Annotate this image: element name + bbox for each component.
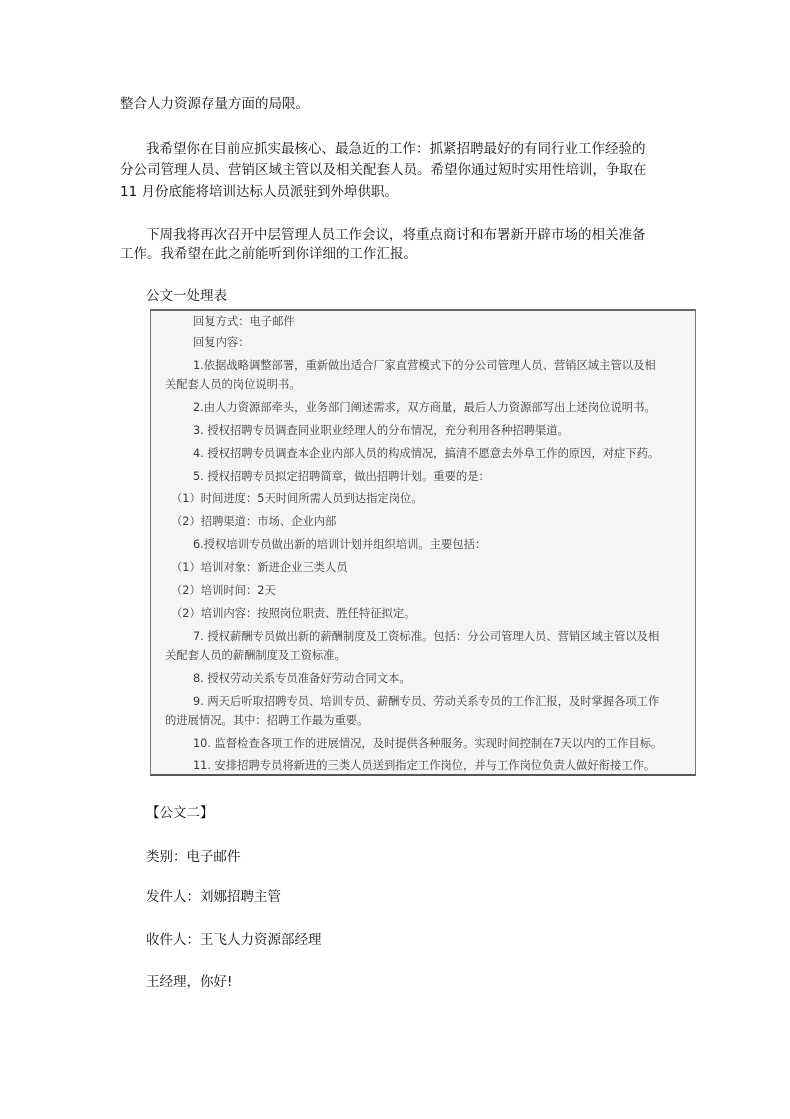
paragraph-line: 工作。我希望在此之前能听到你详细的工作汇报。 xyxy=(120,246,417,262)
doc2-recipient: 收件人：王飞人力资源部经理 xyxy=(146,932,322,948)
box-line: 关配套人员的薪酬制度及工资标准。 xyxy=(165,649,346,662)
box-line: （2）培训时间：2天 xyxy=(171,584,276,597)
doc2-sender: 发件人：刘娜招聘主管 xyxy=(146,889,281,905)
box-line: （2）培训内容：按照岗位职责、胜任特征拟定。 xyxy=(171,607,416,620)
box-line: 的进展情况。其中：招聘工作最为重要。 xyxy=(165,714,369,727)
box-line: 回复方式：电子邮件 xyxy=(193,315,295,328)
processing-table xyxy=(150,309,696,776)
paragraph-line: 分公司管理人员、营销区域主管以及相关配套人员。希望你通过短时实用性培训，争取在 xyxy=(120,162,647,178)
table-title: 公文一处理表 xyxy=(146,288,227,304)
box-line: 11. 安排招聘专员将新进的三类人员送到指定工作岗位，并与工作岗位负责人做好衔接工作。 xyxy=(193,759,656,772)
paragraph-line: 我希望你在目前应抓实最核心、最急近的工作：抓紧招聘最好的有同行业工作经验的 xyxy=(146,141,646,157)
doc2-category: 类别：电子邮件 xyxy=(146,849,241,865)
box-line: （2）招聘渠道：市场、企业内部 xyxy=(171,515,337,528)
box-line: 回复内容： xyxy=(193,336,250,349)
box-line: 4. 授权招聘专员调查本企业内部人员的构成情况，搞清不愿意去外阜工作的原因，对症下药。 xyxy=(193,447,660,460)
box-line: 3. 授权招聘专员调查同业职业经理人的分布情况，充分利用各种招聘渠道。 xyxy=(193,424,569,437)
paragraph-line: 11 月份底能将培训达标人员派驻到外埠供职。 xyxy=(120,184,398,200)
box-line: 关配套人员的岗位说明书。 xyxy=(165,378,301,391)
box-line: 9. 两天后听取招聘专员、培训专员、薪酬专员、劳动关系专员的工作汇报，及时掌握各项工作 xyxy=(193,695,660,708)
paragraph-line: 下周我将再次召开中层管理人员工作会议，将重点商讨和布署新开辟市场的相关准备 xyxy=(146,227,646,243)
box-line: 7. 授权薪酬专员做出新的薪酬制度及工资标准。包括：分公司管理人员、营销区域主管以及相 xyxy=(193,630,660,643)
paragraph-line: 整合人力资源存量方面的局限。 xyxy=(120,96,309,112)
box-line: 2.由人力资源部牵头，业务部门阐述需求，双方商量，最后人力资源部写出上述岗位说明书。 xyxy=(193,401,656,414)
box-line: （1）时间进度：5天时间所需人员到达指定岗位。 xyxy=(171,492,423,505)
box-line: 6.授权培训专员做出新的培训计划并组织培训。主要包括： xyxy=(193,538,487,551)
box-line: 10. 监督检查各项工作的进展情况，及时提供各种服务。实现时间控制在7天以内的工作目标。 xyxy=(193,737,663,750)
box-line: （1）培训对象：新进企业三类人员 xyxy=(171,561,348,574)
doc2-heading: 【公文二】 xyxy=(146,805,214,821)
box-line: 5. 授权招聘专员拟定招聘简章，做出招聘计划。重要的是： xyxy=(193,470,490,483)
box-line: 8. 授权劳动关系专员准备好劳动合同文本。 xyxy=(193,672,411,685)
box-line: 1.依据战略调整部署，重新做出适合厂家直营模式下的分公司管理人员、营销区域主管以及相 xyxy=(193,359,656,372)
doc2-greeting: 王经理，你好! xyxy=(146,974,233,990)
